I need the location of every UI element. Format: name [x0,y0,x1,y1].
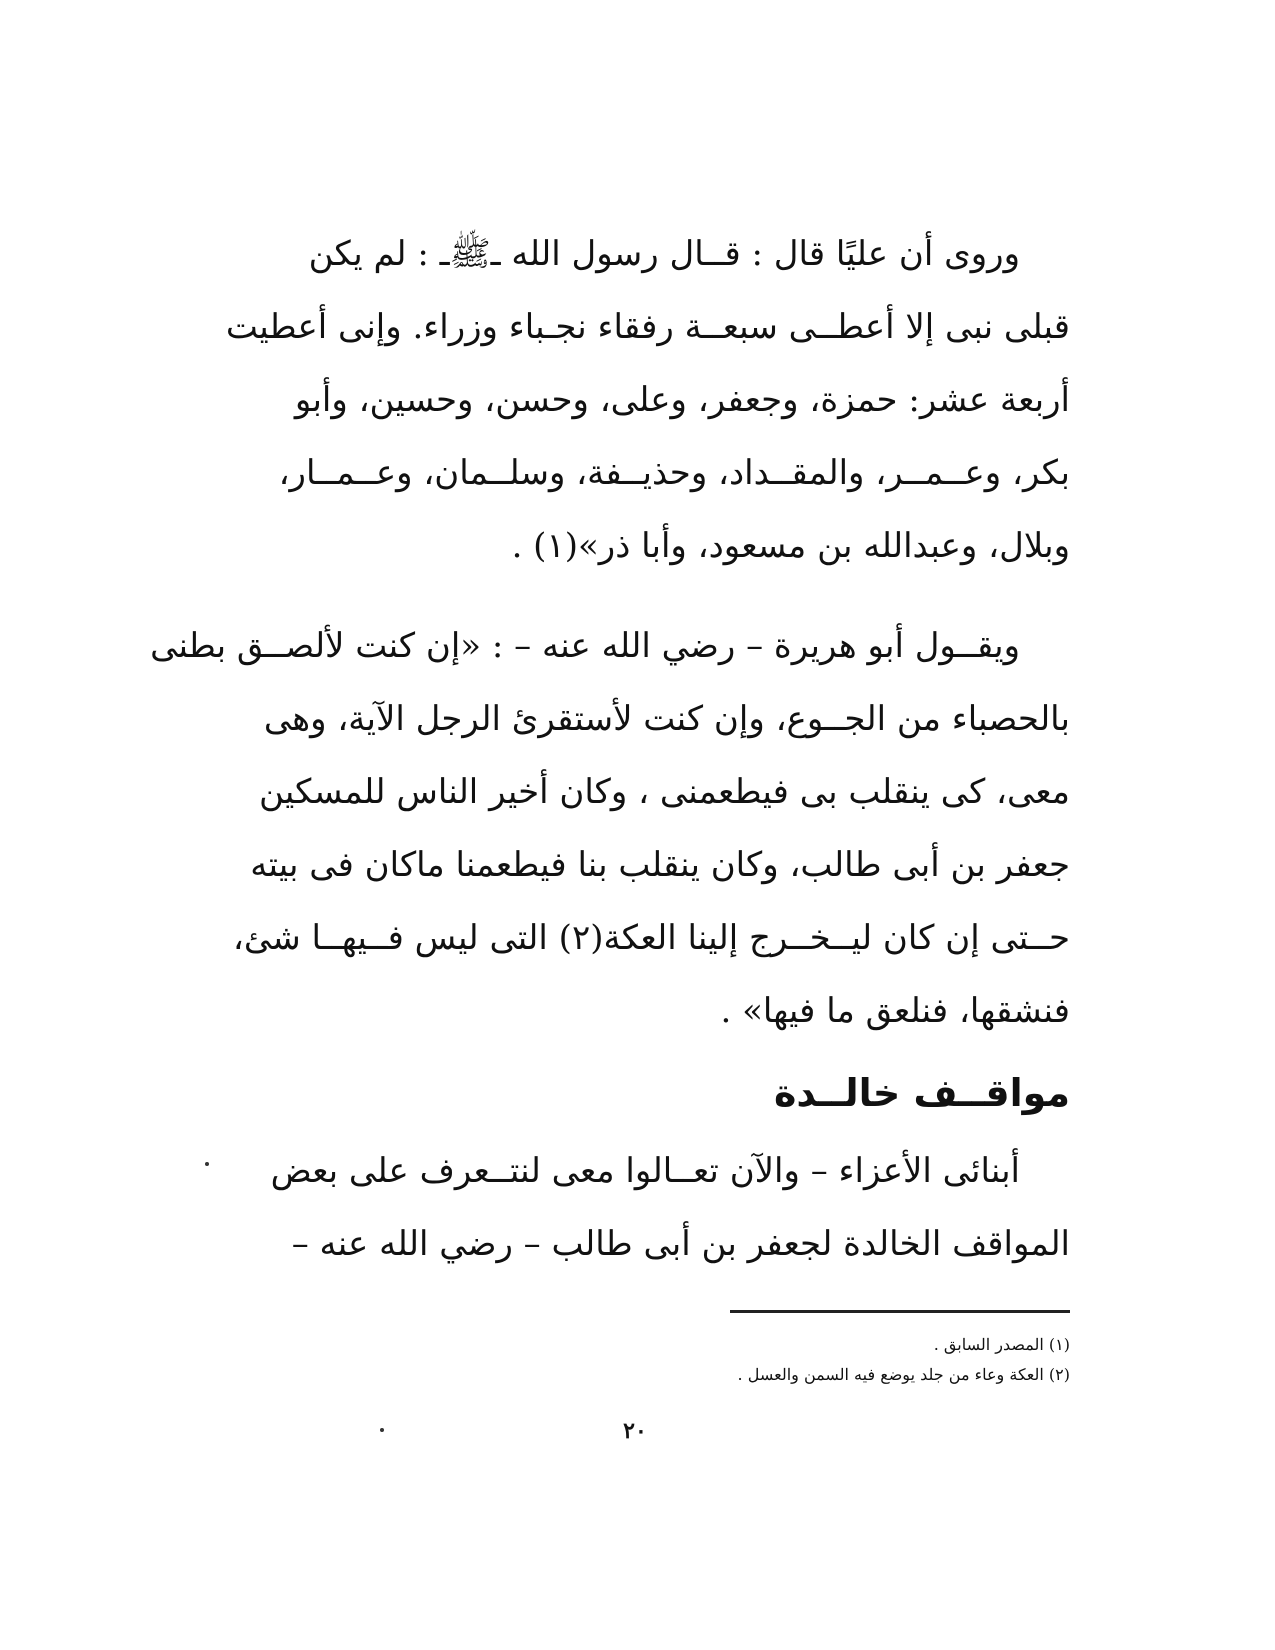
paragraph-3 [210,1135,1070,1281]
paragraph-1 [210,218,1070,583]
paragraph-1-line: بكر، وعــمــر، والمقــداد، وحذيــفة، وسلــمان، وعــمــار، [278,453,1070,493]
paragraph-3-line: المواقف الخالدة لجعفر بن أبى طالب – رضي الله عنه – [291,1224,1070,1264]
footnotes [570,1330,1070,1390]
footnote-1: (١) المصدر السابق . [933,1335,1070,1354]
paragraph-1-line: وبلال، وعبدالله بن مسعود، وأبا ذر»(١) . [511,526,1070,566]
paragraph-2-line: فنشقها، فنلعق ما فيها» . [720,991,1070,1031]
paragraph-2-line: جعفر بن أبى طالب، وكان ينقلب بنا فيطعمنا ماكان فى بيته [250,845,1070,885]
scan-speck [380,1428,384,1432]
paragraph-2-line: حــتى إن كان ليــخــرج إلينا العكة(٢) التى ليس فــيهــا شئ، [232,918,1070,958]
paragraph-2 [150,610,1070,1048]
paragraph-1-line: أربعة عشر: حمزة، وجعفر، وعلى، وحسن، وحسين، وأبو [294,380,1070,420]
footnote-divider [730,1310,1070,1313]
paragraph-2-line: ويقــول أبو هريرة – رضي الله عنه – : «إن كنت لألصــق بطنى [150,626,1020,666]
paragraph-3-line: أبنائى الأعزاء – والآن تعــالوا معى لنتــعرف على بعض [270,1151,1020,1191]
footnote-2: (٢) العكة وعاء من جلد يوضع فيه السمن والعسل . [737,1365,1070,1384]
scan-speck [205,1162,209,1166]
section-heading: مواقــف خالــدة [773,1071,1070,1115]
page-number: ٢٠ [623,1418,647,1444]
paragraph-2-line: معى، كى ينقلب بى فيطعمنى ، وكان أخير الناس للمسكين [259,772,1070,812]
paragraph-1-line: وروى أن عليًا قال : قــال رسول الله ـﷺـ : لم يكن [308,234,1020,274]
paragraph-2-line: بالحصباء من الجــوع، وإن كنت لأستقرئ الرجل الآية، وهى [263,699,1070,739]
paragraph-1-line: قبلى نبى إلا أعطــى سبعــة رفقاء نجـباء وزراء. وإنى أعطيت [225,307,1070,347]
